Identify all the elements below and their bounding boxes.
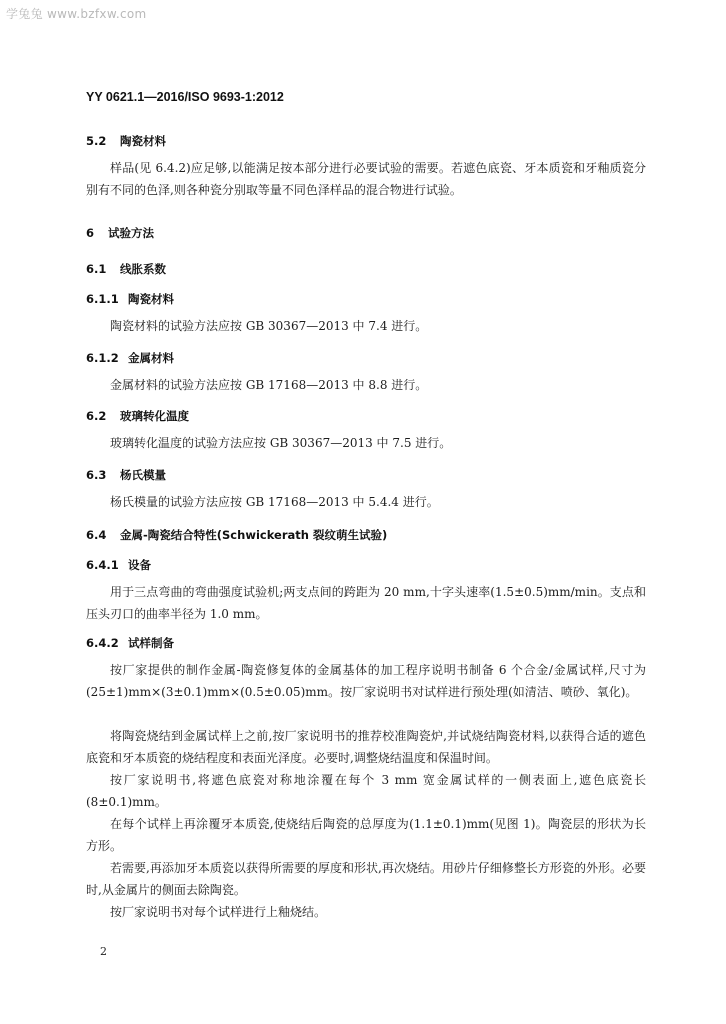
paragraph: 用于三点弯曲的弯曲强度试验机;两支点间的跨距为 20 mm,十字头速率(1.5±0.5)mm/min。支点和压头刃口的曲率半径为 1.0 mm。 [86, 585, 646, 621]
section-heading-6 [86, 225, 154, 241]
section-heading-6-4-1 [86, 557, 151, 573]
paragraph: 陶瓷材料的试验方法应按 GB 30367—2013 中 7.4 进行。 [110, 319, 428, 333]
section-number: 6.1.1 [86, 292, 119, 306]
section-title: 陶瓷材料 [120, 134, 166, 148]
section-title: 试样制备 [128, 636, 174, 650]
paragraph: 玻璃转化温度的试验方法应按 GB 30367—2013 中 7.5 进行。 [110, 436, 452, 450]
paragraph: 若需要,再添加牙本质瓷以获得所需要的厚度和形状,再次烧结。用砂片仔细修整长方形瓷的外形。必要时,从金属片的侧面去除陶瓷。 [86, 861, 646, 897]
section-title: 玻璃转化温度 [120, 409, 189, 423]
section-number: 6.4.1 [86, 558, 119, 572]
paragraph: 杨氏模量的试验方法应按 GB 17168—2013 中 5.4.4 进行。 [110, 495, 439, 509]
section-heading-6-2 [86, 408, 189, 424]
section-number: 6.1.2 [86, 351, 119, 365]
section-number: 6 [86, 226, 95, 240]
section-heading-6-1-1 [86, 291, 174, 307]
section-heading-6-3 [86, 467, 166, 483]
section-heading-5-2 [86, 133, 166, 149]
section-title: 金属-陶瓷结合特性(Schwickerath 裂纹萌生试验) [120, 528, 388, 542]
paragraph: 在每个试样上再涂覆牙本质瓷,使烧结后陶瓷的总厚度为(1.1±0.1)mm(见图 1)。陶瓷层的形状为长方形。 [86, 817, 646, 853]
section-number: 6.2 [86, 409, 107, 423]
paragraph: 按厂家说明书,将遮色底瓷对称地涂覆在每个 3 mm 宽金属试样的一侧表面上,遮色底瓷长(8±0.1)mm。 [86, 773, 646, 809]
section-title: 试验方法 [108, 226, 154, 240]
watermark-text: 学兔兔 www.bzfxw.com [6, 7, 147, 21]
section-number: 6.4.2 [86, 636, 119, 650]
section-title: 陶瓷材料 [128, 292, 174, 306]
section-title: 金属材料 [128, 351, 174, 365]
section-heading-6-1-2 [86, 350, 174, 366]
section-heading-6-1 [86, 261, 166, 277]
standard-header: YY 0621.1—2016/ISO 9693-1:2012 [86, 90, 284, 104]
page-number: 2 [100, 945, 107, 958]
section-number: 6.1 [86, 262, 107, 276]
section-title: 线胀系数 [120, 262, 166, 276]
paragraph: 样品(见 6.4.2)应足够,以能满足按本部分进行必要试验的需要。若遮色底瓷、牙本质瓷和牙釉质瓷分别有不同的色泽,则各种瓷分别取等量不同色泽样品的混合物进行试验。 [86, 161, 646, 197]
section-number: 6.4 [86, 528, 107, 542]
section-title: 杨氏模量 [120, 468, 166, 482]
paragraph: 将陶瓷烧结到金属试样上之前,按厂家说明书的推荐校准陶瓷炉,并试烧结陶瓷材料,以获得合适的遮色底瓷和牙本质瓷的烧结程度和表面光泽度。必要时,调整烧结温度和保温时间。 [86, 729, 646, 765]
section-title: 设备 [128, 558, 151, 572]
section-number: 6.3 [86, 468, 107, 482]
paragraph: 按厂家说明书对每个试样进行上釉烧结。 [110, 905, 327, 919]
paragraph: 按厂家提供的制作金属-陶瓷修复体的金属基体的加工程序说明书制备 6 个合金/金属试样,尺寸为(25±1)mm×(3±0.1)mm×(0.5±0.05)mm。按厂家说明书对试样进行预处理(如清洁、喷砂、氧化)。 [86, 663, 646, 699]
section-number: 5.2 [86, 134, 107, 148]
section-heading-6-4 [86, 527, 387, 543]
section-heading-6-4-2 [86, 635, 174, 651]
paragraph: 金属材料的试验方法应按 GB 17168—2013 中 8.8 进行。 [110, 378, 428, 392]
